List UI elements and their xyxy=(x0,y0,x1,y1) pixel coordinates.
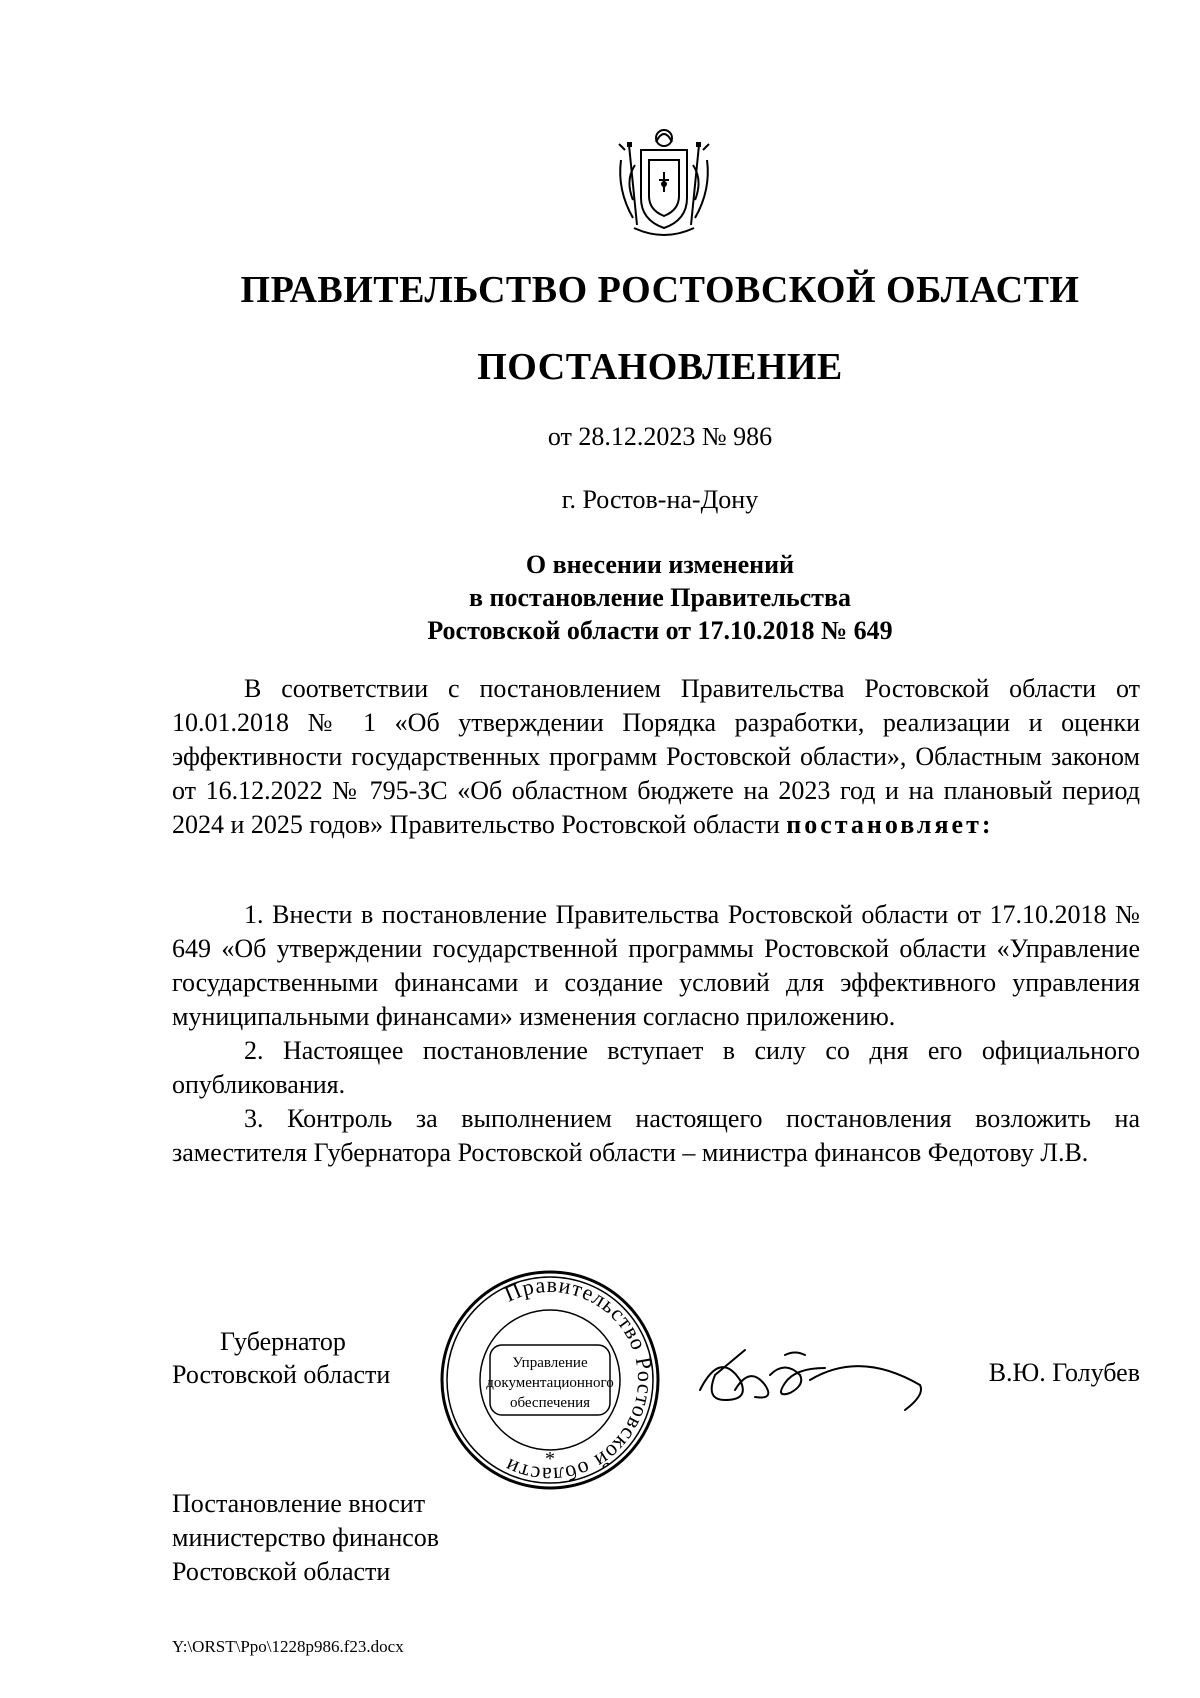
document-date-number: от 28.12.2023 № 986 xyxy=(547,422,773,451)
seal-inner-line: документационного xyxy=(486,1375,614,1391)
decree-item: 3. Контроль за выполнением настоящего постановления возложить на заместителя Губернатора Ростовской области – министра финансов Федотову Л.В. xyxy=(172,1104,1140,1167)
official-seal-icon xyxy=(435,1265,665,1495)
coat-of-arms-icon xyxy=(599,120,729,250)
position-line: Ростовской области xyxy=(172,1360,391,1389)
introduced-line: Постановление вносит xyxy=(172,1489,426,1518)
title-line: Ростовской области от 17.10.2018 № 649 xyxy=(427,616,893,645)
decree-item: 1. Внести в постановление Правительства Ростовской области от 17.10.2018 № 649 «Об утверждении государственной программы Ростовской области «Управление государственными финансами и создание условий для эффективного управления муниципальными финансами» изменения согласно приложению. xyxy=(172,900,1140,1031)
decree-item: 2. Настоящее постановление вступает в силу со дня его официального опубликования. xyxy=(172,1036,1140,1099)
document-type: ПОСТАНОВЛЕНИЕ xyxy=(477,346,843,388)
title-line: в постановление Правительства xyxy=(468,583,851,612)
decree-word: постановляет: xyxy=(786,810,994,839)
introduced-by xyxy=(172,1487,439,1589)
seal-outer-text: Правительство Ростовской области xyxy=(500,1271,659,1489)
signatory-position xyxy=(172,1325,390,1391)
document-title xyxy=(0,548,1200,647)
seal-inner-line: обеспечения xyxy=(509,1395,591,1411)
handwritten-signature-icon xyxy=(690,1330,930,1420)
seal-inner-line: Управление xyxy=(512,1355,588,1371)
decree-items xyxy=(172,898,1140,1170)
document-city: г. Ростов-на-Дону xyxy=(561,485,759,514)
position-line: Губернатор xyxy=(220,1327,346,1356)
organization-title: ПРАВИТЕЛЬСТВО РОСТОВСКОЙ ОБЛАСТИ xyxy=(240,269,1080,311)
file-path: Y:\ORST\Ppo\1228p986.f23.docx xyxy=(172,1637,404,1656)
title-line: О внесении изменений xyxy=(525,550,795,579)
signatory-name: В.Ю. Голубев xyxy=(988,1358,1140,1387)
preamble xyxy=(172,672,1140,842)
preamble-text: В соответствии с постановлением Правительства Ростовской области от 10.01.2018 № 1 «Об утверждении Порядка разработки, реализации и оценки эффективности государственных программ Ростовской области», Областным законом от 16.12.2022 № 795-ЗС «Об областном бюджете на 2023 год и на плановый период 2024 и 2025 годов» Правительство Ростовской области xyxy=(172,674,1140,839)
introduced-line: Ростовской области xyxy=(172,1557,391,1586)
svg-text:*: * xyxy=(545,1448,555,1470)
introduced-line: министерство финансов xyxy=(172,1523,440,1552)
